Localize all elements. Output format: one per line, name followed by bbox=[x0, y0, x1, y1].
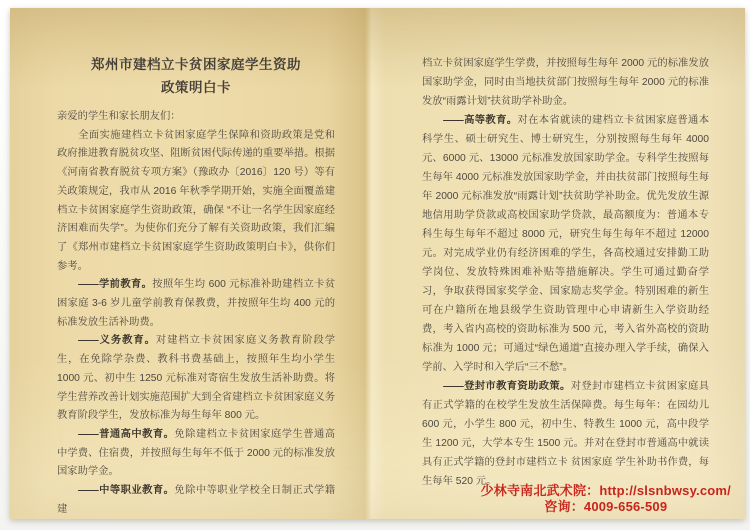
section-higher-education-heading: ——高等教育。 bbox=[443, 115, 518, 126]
section-vocational bbox=[57, 482, 335, 519]
vocational-continuation: 档立卡贫困家庭学生学费，并按照每生每年 2000 元的标准发放国家助学金，同时由当地扶贫部门按照每生每年 2000 元的标准发放“雨露计划”扶贫助学补助金。 bbox=[422, 58, 709, 107]
section-preschool-heading: ——学前教育。 bbox=[78, 279, 153, 291]
section-higher-education-text: 对在本省就读的建档立卡贫困家庭普通本科学生、硕士研究生、博士研究生，分别按照每生每年 4000 元、6000 元、13000 元标准发放国家助学金。专科学生按照每生每年 4000 元标准发放国家助学金，并由扶贫部门按照每生每年 2000 元标准发放“雨露计划”扶贫助学补助金。优先发放生源地信用助学贷款或高校国家助学贷款，最高额度为：普通本专科生每生每年不超过 8000 元，研究生每生每年不超过 12000 元。对完成学业仍有经济困难的学生，各高校通过安排勤工助学岗位、发放特殊困难补贴等措施解决。学生可通过勤奋学习，争取获得国家奖学金、国家励志奖学金。特别困难的新生可在户籍所在地县级学生资助管理中心申请新生入学资助经费，考入省内高校的资助标准为 500 元，考入省外高校的资助标准为 1000 元；可通过“绿色通道”直接办理入学手续，确保入学前、入学时和入学后“三不愁”。 bbox=[422, 115, 710, 373]
section-high-school-heading: ——普通高中教育。 bbox=[78, 428, 175, 440]
section-compulsory-heading: ——义务教育。 bbox=[78, 335, 156, 347]
document-title-line2: 政策明白卡 bbox=[161, 80, 231, 95]
section-preschool-text: 按照年生均 600 元标准补助建档立卡贫困家庭 3-6 岁儿童学前教育保教费，并按照年生均 400 元的标准发放生活补助费。 bbox=[57, 279, 336, 328]
watermark-url-text: 少林寺南北武术院：http://slsnbwsy.com/ bbox=[480, 483, 731, 498]
section-preschool bbox=[57, 276, 335, 332]
section-dengfeng-policy bbox=[422, 377, 709, 491]
intro-paragraph: 全面实施建档立卡贫困家庭学生保障和资助政策是党和政府推进教育脱贫攻坚、阻断贫困代际传递的重要举措。根据《河南省教育脱贫专项方案》（豫政办〔2016〕120 号）等有关政策规定，我市从 2016 年秋季学期开始，实施全面覆盖建档立卡贫困家庭学生资助政策，确保 “不让一名学生因家庭经济困难而失学”。为使你们充分了解有关资助政策，我们汇编了《郑州市建档立卡贫困家庭学生资助政策明白卡》，供你们参考。 bbox=[57, 129, 336, 272]
section-vocational-heading: ——中等职业教育。 bbox=[78, 485, 175, 497]
section-compulsory-text: 对建档立卡贫困家庭义务教育阶段学生，在免除学杂费、教科书费基础上，按照年生均小学生 1000 元、初中生 1250 元标准对寄宿生发放生活补助费。将学生营养改善计划实施范围扩大到全省建档立卡贫困家庭义务教育阶段学生，发放标准为每生每年 800 元。 bbox=[57, 335, 336, 422]
section-high-school-text: 免除建档立卡贫困家庭学生普通高中学费、住宿费，并按照每生每年不低于 2000 元的标准发放国家助学金。 bbox=[57, 428, 336, 478]
document-title bbox=[57, 53, 335, 99]
section-dengfeng-policy-heading: ——登封市教育资助政策。 bbox=[443, 381, 571, 392]
left-column bbox=[57, 8, 335, 519]
section-vocational-text: 免除中等职业学校全日制正式学籍建 bbox=[57, 485, 336, 515]
section-compulsory bbox=[57, 332, 335, 426]
red-watermark bbox=[481, 483, 731, 514]
watermark-phone-text: 咨询：4009-656-509 bbox=[544, 498, 668, 514]
section-dengfeng-policy-text: 对登封市建档立卡贫困家庭具有正式学籍的在校学生发放生活保障费。每生每年：在园幼儿 600 元，小学生 800 元，初中生、特教生 1000 元，高中段学生 1200 元，大学本专生 1500 元。并对在登封市普通高中就读具有正式学籍的登封市建档立卡 贫困家庭 学生补助书作费，每生每年 520 元。 bbox=[422, 381, 710, 487]
right-column bbox=[422, 54, 709, 491]
section-high-school bbox=[57, 426, 335, 482]
section-higher-education bbox=[422, 111, 709, 377]
salutation: 亲爱的学生和家长朋友们： bbox=[57, 111, 181, 122]
document-title-line1: 郑州市建档立卡贫困家庭学生资助 bbox=[91, 57, 301, 72]
policy-card-document bbox=[10, 8, 745, 519]
